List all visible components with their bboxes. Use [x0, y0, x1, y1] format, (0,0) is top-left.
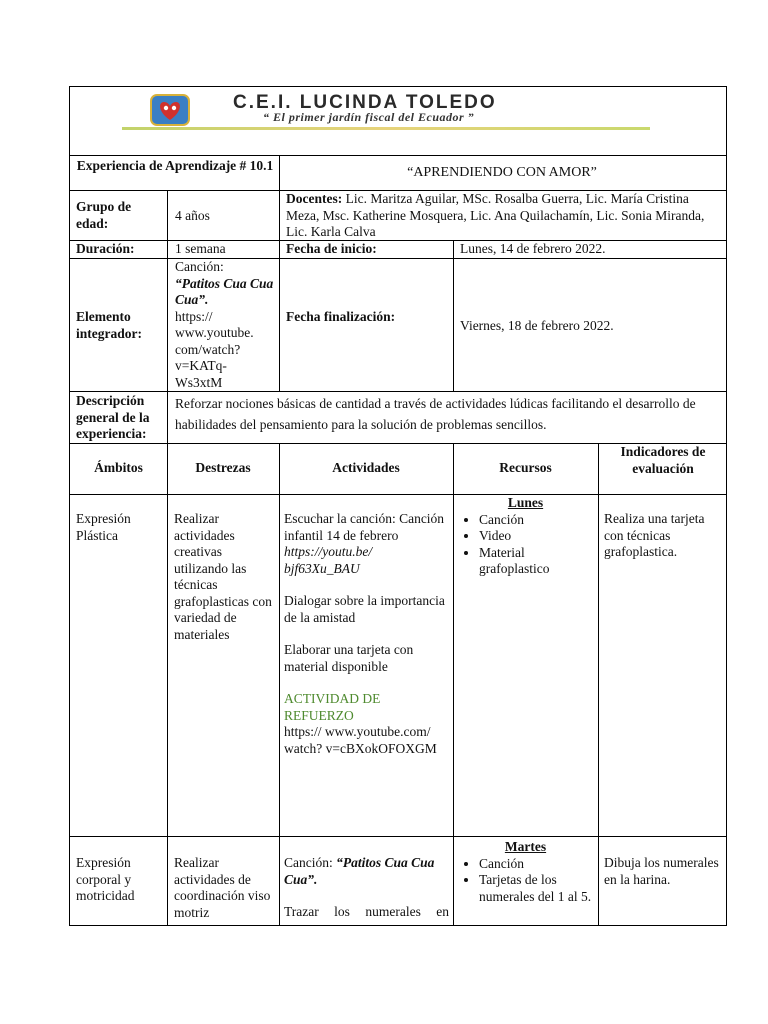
teachers-label: Docentes: — [286, 191, 343, 206]
experience-label: Experiencia de Aprendizaje # 10.1 — [76, 158, 274, 173]
row1-resource-list — [453, 512, 598, 578]
row2-song-intro: Canción: — [284, 855, 337, 870]
resource-item: • Canción — [479, 512, 598, 529]
row1-activities — [284, 511, 449, 757]
row2-day: Martes — [504, 839, 547, 854]
row2-destreza: Realizar actividades de coordinación viso motriz — [174, 855, 271, 920]
row2-activity-2: Trazar los numerales en — [284, 904, 449, 919]
row1-activity-2: Dialogar sobre la importancia de la amistad — [284, 593, 445, 625]
school-name: C.E.I. LUCINDA TOLEDO — [233, 92, 497, 113]
integrator-cell — [175, 259, 275, 391]
description-label: Descripción general de la experiencia: — [76, 393, 150, 441]
row1-activity-1: Escuchar la canción: Canción infantil 14 de febrero — [284, 511, 445, 543]
grid-line — [598, 443, 599, 926]
row1-day: Lunes — [507, 495, 544, 510]
row2-resource-list — [453, 856, 598, 906]
row2-activities — [284, 855, 449, 921]
teachers-value: Lic. Maritza Aguilar, MSc. Rosalba Guerra, Lic. María Cristina Meza, Msc. Katherine Mosquera, Lic. Ana Quilachamín, Lic. Sonia Miranda, Lic. Karla Calva — [286, 191, 705, 239]
row2-indicator: Dibuja los numerales en la harina. — [604, 855, 719, 887]
integrator-label: Elemento integrador: — [76, 309, 142, 341]
grid-line — [167, 391, 168, 443]
integrator-intro: Canción: — [175, 259, 224, 274]
resource-item: • Canción — [479, 856, 598, 873]
grid-line — [70, 155, 726, 156]
grid-line — [279, 443, 280, 926]
row1-reinforce-link[interactable]: https:// www.youtube.com/ watch? v=cBXokOFOXGM — [284, 724, 437, 756]
duration-label: Duración: — [76, 241, 135, 256]
grid-line — [70, 836, 726, 837]
resource-item: • Video — [479, 528, 598, 545]
grid-line — [167, 190, 168, 391]
row2-ambito: Expresión corporal y motricidad — [76, 855, 135, 903]
description-value: Reforzar nociones básicas de cantidad a través de actividades lúdicas facilitando el desarrollo de habilidades del pensamiento para la solución de problemas sencillos. — [175, 396, 696, 432]
grid-line — [453, 240, 454, 391]
row1-resources — [453, 495, 598, 578]
teachers-cell — [286, 191, 722, 241]
start-date-value: Lunes, 14 de febrero 2022. — [460, 241, 606, 256]
integrator-song: “Patitos Cua Cua Cua”. — [175, 275, 274, 307]
grid-line — [167, 443, 168, 926]
grid-line — [70, 391, 726, 392]
end-date-label: Fecha finalización: — [286, 309, 396, 324]
resource-item: • Material grafoplastico — [479, 545, 598, 578]
header-divider — [122, 127, 650, 130]
end-date-value: Viernes, 18 de febrero 2022. — [460, 318, 614, 333]
grid-line — [279, 155, 280, 191]
row1-activity-3: Elaborar una tarjeta con material disponible — [284, 642, 414, 674]
header-indicadores: Indicadores de evaluación — [620, 444, 706, 476]
row1-activity-link[interactable]: https://youtu.be/ bjf63Xu_BAU — [284, 544, 373, 576]
integrator-link[interactable]: https:// www.youtube. com/watch? v=KATq- Ws3xtM — [175, 308, 254, 390]
age-group-label: Grupo de edad: — [76, 199, 132, 231]
lesson-plan-document — [69, 86, 727, 926]
header-destrezas: Destrezas — [195, 460, 251, 475]
row1-reinforce-label: ACTIVIDAD DE REFUERZO — [284, 691, 381, 723]
grid-line — [70, 494, 726, 495]
row1-destreza: Realizar actividades creativas utilizando las técnicas grafoplasticas con variedad de materiales — [174, 511, 272, 642]
row1-ambito: Expresión Plástica — [76, 511, 131, 543]
header-ambitos: Ámbitos — [94, 460, 143, 475]
school-logo — [150, 94, 190, 126]
header-recursos: Recursos — [499, 460, 552, 475]
row2-resources — [453, 839, 598, 905]
grid-line — [70, 258, 726, 259]
header-actividades: Actividades — [332, 460, 400, 475]
experience-title: “APRENDIENDO CON AMOR” — [407, 165, 597, 180]
start-date-label: Fecha de inicio: — [286, 241, 377, 256]
school-motto: “ El primer jardín fiscal del Ecuador ” — [263, 110, 475, 124]
duration-value: 1 semana — [175, 241, 226, 256]
row2-song: “Patitos Cua Cua Cua”. — [284, 855, 435, 887]
row1-indicator: Realiza una tarjeta con técnicas grafoplastica. — [604, 511, 705, 559]
resource-item: • Tarjetas de los numerales del 1 al 5. — [479, 872, 598, 905]
age-group-value: 4 años — [175, 208, 210, 223]
grid-line — [279, 190, 280, 391]
